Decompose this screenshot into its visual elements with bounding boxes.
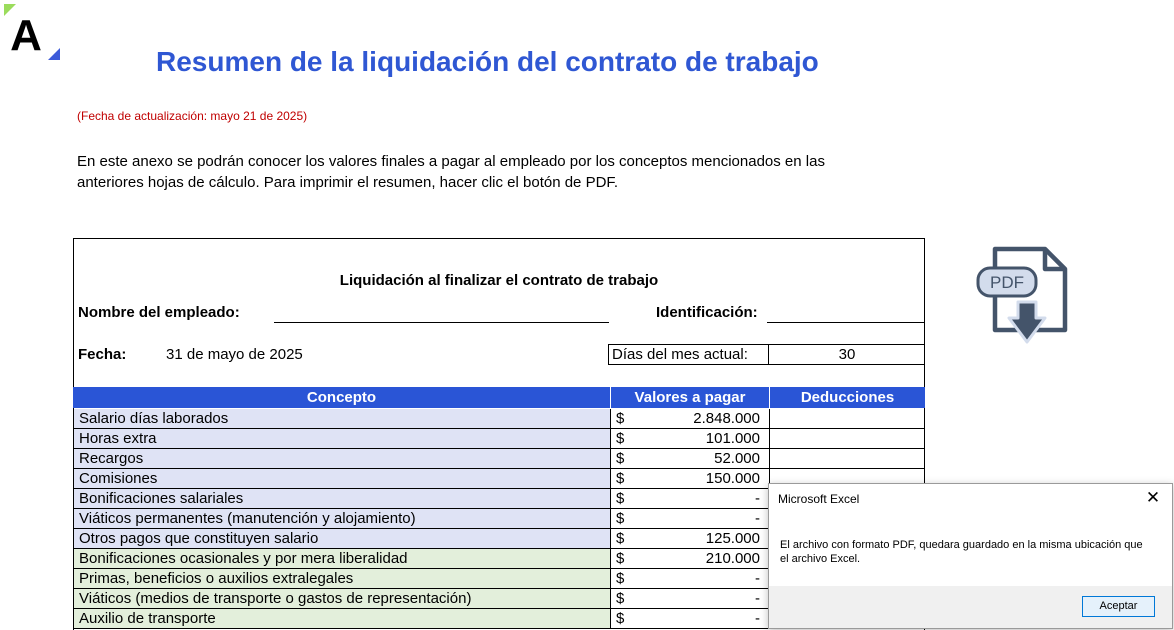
value-cell[interactable] [610, 509, 769, 528]
currency-symbol: $ [616, 470, 625, 487]
pdf-button[interactable] [975, 246, 1071, 350]
amount: - [755, 570, 760, 587]
identification-label: Identificación: [656, 304, 758, 321]
employee-name-field[interactable] [274, 322, 609, 323]
close-icon[interactable]: ✕ [1145, 488, 1161, 507]
update-date: (Fecha de actualización: mayo 21 de 2025) [77, 109, 308, 123]
currency-symbol: $ [616, 550, 625, 567]
column-header-valores: Valores a pagar [610, 387, 769, 408]
amount: 101.000 [705, 430, 760, 447]
brand-logo [4, 4, 60, 60]
table-row [73, 429, 925, 449]
concept-cell[interactable]: Bonificaciones ocasionales y por mera liberalidad [73, 549, 610, 568]
amount: - [755, 510, 760, 527]
value-cell[interactable] [610, 589, 769, 608]
value-cell[interactable] [610, 429, 769, 448]
concept-cell[interactable]: Auxilio de transporte [73, 609, 610, 628]
currency-symbol: $ [616, 530, 625, 547]
concept-cell[interactable]: Viáticos (medios de transporte o gastos de representación) [73, 589, 610, 608]
column-header-deducciones: Deducciones [769, 387, 925, 408]
table-row [73, 449, 925, 469]
currency-symbol: $ [616, 430, 625, 447]
value-cell[interactable] [610, 569, 769, 588]
deduction-cell[interactable] [769, 449, 925, 468]
amount: 2.848.000 [693, 410, 760, 427]
dialog-title: Microsoft Excel [778, 492, 860, 506]
amount: 150.000 [705, 470, 760, 487]
intro-text: En este anexo se podrán conocer los valores finales a pagar al empleado por los conceptos mencionados en las anteriores hojas de cálculo. Para imprimir el resumen, hacer clic el botón de PDF. [77, 153, 825, 191]
accept-button[interactable]: Aceptar [1082, 596, 1155, 617]
value-cell[interactable] [610, 449, 769, 468]
value-cell[interactable] [610, 489, 769, 508]
table-row [73, 409, 925, 429]
value-cell[interactable] [610, 409, 769, 428]
column-header-concepto: Concepto [73, 387, 610, 408]
amount: 52.000 [714, 450, 760, 467]
currency-symbol: $ [616, 410, 625, 427]
concept-cell[interactable]: Salario días laborados [73, 409, 610, 428]
excel-dialog [768, 483, 1173, 629]
currency-symbol: $ [616, 590, 625, 607]
date-value: 31 de mayo de 2025 [166, 346, 303, 363]
deduction-cell[interactable] [769, 429, 925, 448]
concept-cell[interactable]: Horas extra [73, 429, 610, 448]
amount: - [755, 590, 760, 607]
concept-cell[interactable]: Comisiones [73, 469, 610, 488]
days-label: Días del mes actual: [612, 346, 748, 363]
concept-cell[interactable]: Primas, beneficios o auxilios extralegales [73, 569, 610, 588]
concept-cell[interactable]: Recargos [73, 449, 610, 468]
amount: - [755, 610, 760, 627]
value-cell[interactable] [610, 529, 769, 548]
table-title: Liquidación al finalizar el contrato de trabajo [339, 272, 659, 289]
value-cell[interactable] [610, 609, 769, 628]
currency-symbol: $ [616, 610, 625, 627]
days-value[interactable]: 30 [838, 346, 856, 363]
employee-name-label: Nombre del empleado: [78, 304, 240, 321]
pdf-label: PDF [990, 273, 1024, 292]
concept-cell[interactable]: Bonificaciones salariales [73, 489, 610, 508]
amount: 125.000 [705, 530, 760, 547]
amount: - [755, 490, 760, 507]
logo-letter: A [10, 11, 42, 60]
currency-symbol: $ [616, 450, 625, 467]
pdf-download-icon [975, 246, 1071, 350]
amount: 210.000 [705, 550, 760, 567]
value-cell[interactable] [610, 469, 769, 488]
date-label: Fecha: [78, 346, 127, 363]
identification-field[interactable] [767, 322, 925, 323]
dialog-message: El archivo con formato PDF, quedara guardado en la misma ubicación que el archivo Excel. [780, 539, 1143, 565]
deduction-cell[interactable] [769, 409, 925, 428]
currency-symbol: $ [616, 490, 625, 507]
currency-symbol: $ [616, 570, 625, 587]
page-title: Resumen de la liquidación del contrato de trabajo [156, 46, 819, 77]
value-cell[interactable] [610, 549, 769, 568]
currency-symbol: $ [616, 510, 625, 527]
concept-cell[interactable]: Viáticos permanentes (manutención y alojamiento) [73, 509, 610, 528]
concept-cell[interactable]: Otros pagos que constituyen salario [73, 529, 610, 548]
